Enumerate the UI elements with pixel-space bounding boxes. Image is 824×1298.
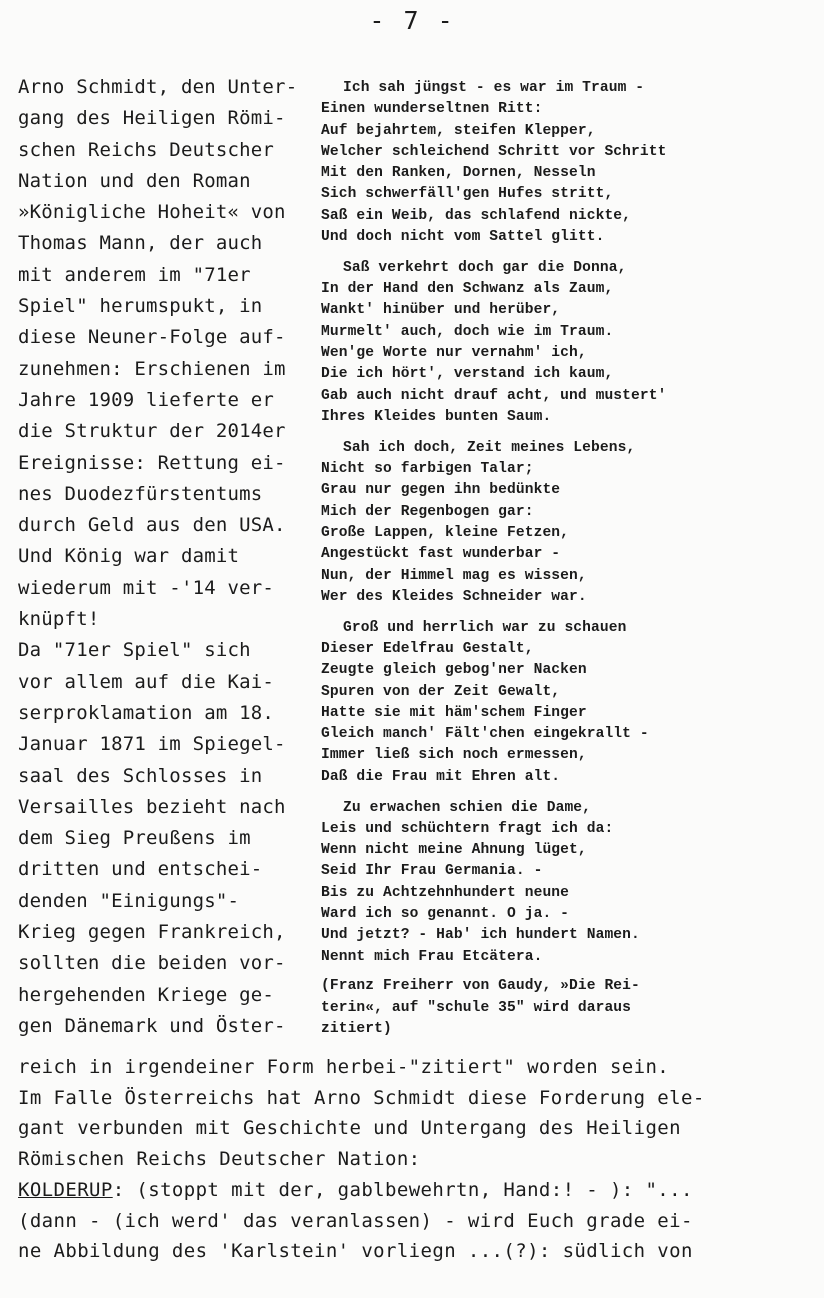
left-column-line: Arno Schmidt, den Unter-	[18, 76, 298, 98]
left-column-line: die Struktur der 2014er	[18, 420, 286, 443]
poem-line: Saß ein Weib, das schlafend nickte,	[321, 207, 632, 224]
poem-line: Mit den Ranken, Dornen, Nesseln	[321, 165, 596, 182]
left-column-line: knüpft!	[18, 608, 100, 631]
poem-line: Zeugte gleich gebog'ner Nacken	[321, 662, 587, 679]
poem-line: Und doch nicht vom Sattel glitt.	[321, 229, 605, 246]
page-number: - 7 -	[369, 6, 455, 35]
poem-line: Leis und schüchtern fragt ich da:	[321, 820, 614, 837]
poem-line: Sich schwerfäll'gen Hufes stritt,	[321, 186, 614, 203]
poem-line: Und jetzt? - Hab' ich hundert Namen.	[321, 927, 640, 944]
left-column-line: dem Sieg Preußens im	[18, 827, 251, 850]
poem-column	[321, 78, 816, 1040]
left-column-line: gang des Heiligen Römi-	[18, 107, 286, 130]
attribution-line: zitiert)	[321, 1020, 392, 1037]
poem-line: Murmelt' auch, doch wie im Traum.	[321, 323, 614, 340]
poem-line: Angestückt fast wunderbar -	[321, 546, 561, 563]
poem-line: Immer ließ sich noch ermessen,	[321, 747, 587, 764]
attribution-line: (Franz Freiherr von Gaudy, »Die Rei-	[321, 978, 640, 995]
left-column-line: vor allem auf die Kai-	[18, 670, 275, 693]
poem-line: Wen'ge Worte nur vernahm' ich,	[321, 345, 587, 362]
left-column-line: nes Duodezfürstentums	[18, 482, 263, 505]
bottom-line: gant verbunden mit Geschichte und Untergang des Heiligen	[18, 1117, 681, 1140]
left-column-line: gen Dänemark und Öster-	[18, 1014, 286, 1037]
bottom-line: ne Abbildung des 'Karlstein' vorliegn ...(?): südlich von	[18, 1240, 693, 1263]
poem-stanza	[321, 258, 816, 428]
poem-line: Nun, der Himmel mag es wissen,	[321, 567, 587, 584]
poem-line: Daß die Frau mit Ehren alt.	[321, 768, 561, 785]
left-column-line: Krieg gegen Frankreich,	[18, 921, 286, 944]
poem-line: Wenn nicht meine Ahnung lüget,	[321, 842, 587, 859]
poem-line: Bis zu Achtzehnhundert neune	[321, 884, 570, 901]
left-column-text	[18, 72, 318, 1042]
dialogue-line	[18, 1175, 818, 1206]
poem-line: Mich der Regenbogen gar:	[321, 503, 534, 520]
poem-line: Hatte sie mit häm'schem Finger	[321, 704, 587, 721]
poem-line: Ich sah jüngst - es war im Traum -	[343, 80, 645, 96]
left-column-line: saal des Schlosses in	[18, 764, 263, 787]
left-column-line: diese Neuner-Folge auf-	[18, 326, 286, 349]
left-column-line: Spiel" herumspukt, in	[18, 295, 263, 318]
attribution-line: terin«, auf "schule 35" wird daraus	[321, 999, 632, 1016]
poem-line: Große Lappen, kleine Fetzen,	[321, 524, 570, 541]
poem-line: Groß und herrlich war zu schauen	[343, 619, 627, 636]
poem-line: Sah ich doch, Zeit meines Lebens,	[343, 439, 636, 456]
speaker-text: : (stoppt mit der, gablbewehrtn, Hand:! - ): "...	[112, 1178, 693, 1201]
poem-stanza	[321, 798, 816, 968]
poem-attribution	[321, 976, 816, 1040]
left-column-line: denden "Einigungs"-	[18, 889, 240, 912]
poem-line: Dieser Edelfrau Gestalt,	[321, 640, 534, 657]
left-column-line: schen Reichs Deutscher	[18, 138, 275, 161]
poem-line: Gleich manch' Fält'chen eingekrallt -	[321, 726, 649, 743]
poem-line: In der Hand den Schwanz als Zaum,	[321, 281, 614, 298]
left-column-line: Jahre 1909 lieferte er	[18, 388, 275, 411]
poem-line: Nennt mich Frau Etcätera.	[321, 948, 543, 965]
poem-line: Wer des Kleides Schneider war.	[321, 588, 587, 605]
left-column-line: Thomas Mann, der auch	[18, 232, 263, 255]
poem-line: Wankt' hinüber und herüber,	[321, 302, 561, 319]
left-column-line: Ereignisse: Rettung ei-	[18, 451, 286, 474]
bottom-line: reich in irgendeiner Form herbei-"zitiert" worden sein.	[18, 1056, 670, 1078]
left-column-line: sollten die beiden vor-	[18, 952, 286, 975]
left-column-line: Und König war damit	[18, 545, 240, 568]
left-column-line: serproklamation am 18.	[18, 701, 275, 724]
left-column-line: Da "71er Spiel" sich	[18, 639, 251, 662]
left-column-line: »Königliche Hoheit« von	[18, 201, 286, 224]
poem-line: Grau nur gegen ihn bedünkte	[321, 482, 561, 499]
poem-line: Seid Ihr Frau Germania. -	[321, 863, 543, 880]
poem-line: Gab auch nicht drauf acht, und mustert'	[321, 387, 667, 404]
bottom-line: (dann - (ich werd' das veranlassen) - wird Euch grade ei-	[18, 1209, 693, 1232]
left-column-line: zunehmen: Erschienen im	[18, 357, 286, 380]
poem-stanza	[321, 438, 816, 608]
left-column-line: mit anderem im "71er	[18, 263, 251, 286]
left-column-line: hergehenden Kriege ge-	[18, 983, 275, 1006]
left-column-line: wiederum mit -'14 ver-	[18, 576, 275, 599]
poem-line: Ward ich so genannt. O ja. -	[321, 905, 570, 922]
left-column-line: Versailles bezieht nach	[18, 795, 286, 818]
poem-line: Die ich hört', verstand ich kaum,	[321, 366, 614, 383]
bottom-paragraph	[18, 1052, 818, 1267]
left-column-line: durch Geld aus den USA.	[18, 514, 286, 537]
poem-line: Spuren von der Zeit Gewalt,	[321, 683, 561, 700]
left-column-line: Nation und den Roman	[18, 169, 251, 192]
poem-line: Nicht so farbigen Talar;	[321, 461, 534, 478]
poem-line: Zu erwachen schien die Dame,	[343, 799, 592, 816]
left-column-line: Januar 1871 im Spiegel-	[18, 733, 286, 756]
bottom-line: Im Falle Österreichs hat Arno Schmidt diese Forderung ele-	[18, 1086, 705, 1109]
poem-line: Einen wunderseltnen Ritt:	[321, 101, 543, 118]
bottom-line: Römischen Reichs Deutscher Nation:	[18, 1148, 421, 1171]
speaker-name: KOLDERUP	[18, 1178, 113, 1201]
poem-line: Ihres Kleides bunten Saum.	[321, 408, 552, 425]
poem-line: Saß verkehrt doch gar die Donna,	[343, 259, 627, 276]
poem-stanza	[321, 618, 816, 788]
poem-line: Welcher schleichend Schritt vor Schritt	[321, 143, 667, 160]
left-column-line: dritten und entschei-	[18, 858, 263, 881]
poem-line: Auf bejahrtem, steifen Klepper,	[321, 122, 596, 139]
poem-stanza	[321, 78, 816, 248]
